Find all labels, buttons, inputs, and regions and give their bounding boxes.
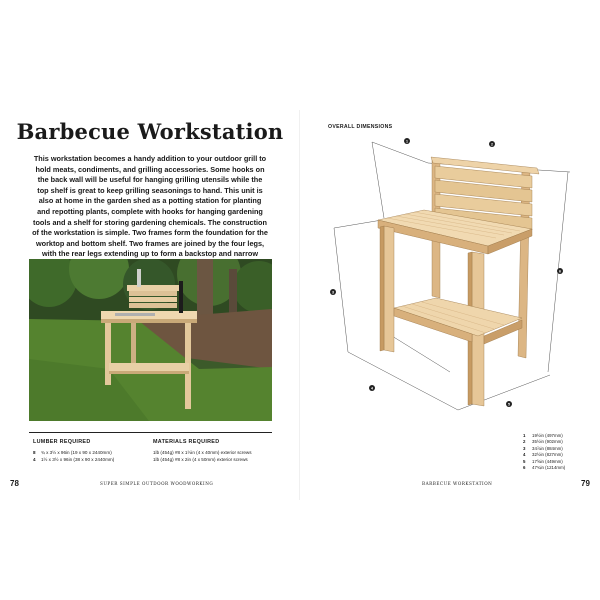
running-head-left: SUPER SIMPLE OUTDOOR WOODWORKING (100, 481, 214, 486)
dimension-number: 5 (523, 458, 526, 464)
dimension-value: 19½in (497mm) (532, 433, 563, 438)
workstation-drawing (378, 157, 539, 406)
requirements-table (29, 432, 272, 462)
lumber-qty: 8 (33, 450, 36, 455)
diagram-heading: OVERALL DIMENSIONS (328, 124, 393, 130)
dimension-number: 4 (523, 452, 526, 458)
page-title: Barbecue Workstation (16, 119, 284, 144)
workstation-photo (29, 259, 272, 421)
dimension-number: 6 (523, 465, 526, 471)
lumber-desc: 1½ x 3½ x 96in (38 x 90 x 2440mm) (41, 457, 115, 462)
callout-label: 5 (508, 402, 510, 407)
page-number-right: 79 (581, 479, 590, 488)
running-head-right: BARBECUE WORKSTATION (422, 481, 493, 486)
materials-row: 1lb (454g) #8 x 1½in (4 x 40mm) exterior screws (153, 450, 252, 455)
callout-label: 4 (371, 386, 373, 391)
dimension-value: 47¾in (1214mm) (532, 465, 566, 471)
lumber-qty: 4 (33, 457, 36, 462)
materials-list (153, 439, 252, 463)
lumber-desc: ¾ x 3½ x 96in (19 x 90 x 2440mm) (41, 450, 112, 455)
callout-label: 3 (332, 290, 334, 295)
photo-illustration (29, 259, 272, 421)
dimension-value: 17⅝in (449mm) (532, 458, 563, 464)
intro-paragraph: This workstation becomes a handy addition to your outdoor grill to hold meats, condiments, and grilling accessories. Some hooks on the back wall will be useful for hanging grilling utensils while the top shelf is great to keep grilling seasonings to hand. This unit is also at home in the garden shed as a potting station for planting and repotting plants, complete with hooks for hanging gardening tools and a shelf for storing gardening chemicals. The construction of the workstation is simple. Two frames form the foundation for the worktop and bottom shelf. Two frames are joined by the four legs, with the rear legs extending up to form a backstop and narrow (32, 154, 268, 259)
page-number-left: 78 (10, 479, 19, 488)
lumber-row (33, 456, 114, 463)
dimension-number: 2 (523, 439, 526, 445)
callout-label: 6 (559, 269, 561, 274)
materials-heading: MATERIALS REQUIRED (153, 439, 220, 445)
materials-row: 1lb (454g) #8 x 2in (4 x 50mm) exterior screws (153, 457, 248, 462)
dimension-value: 32½in (827mm) (532, 452, 563, 458)
lumber-row (33, 449, 114, 456)
dimension-value: 34⅞in (884mm) (532, 445, 563, 451)
dimension-drawing (300, 130, 600, 430)
dimension-row (523, 465, 565, 471)
dimension-value: 35½in (902mm) (532, 439, 563, 445)
callout-label: 1 (406, 139, 408, 144)
lumber-heading: LUMBER REQUIRED (33, 439, 91, 445)
dimension-number: 3 (523, 445, 526, 451)
callout-label: 2 (491, 142, 493, 147)
right-page (300, 0, 600, 600)
dimension-list (523, 433, 565, 471)
dimension-number: 1 (523, 433, 526, 438)
lumber-list (33, 439, 114, 463)
